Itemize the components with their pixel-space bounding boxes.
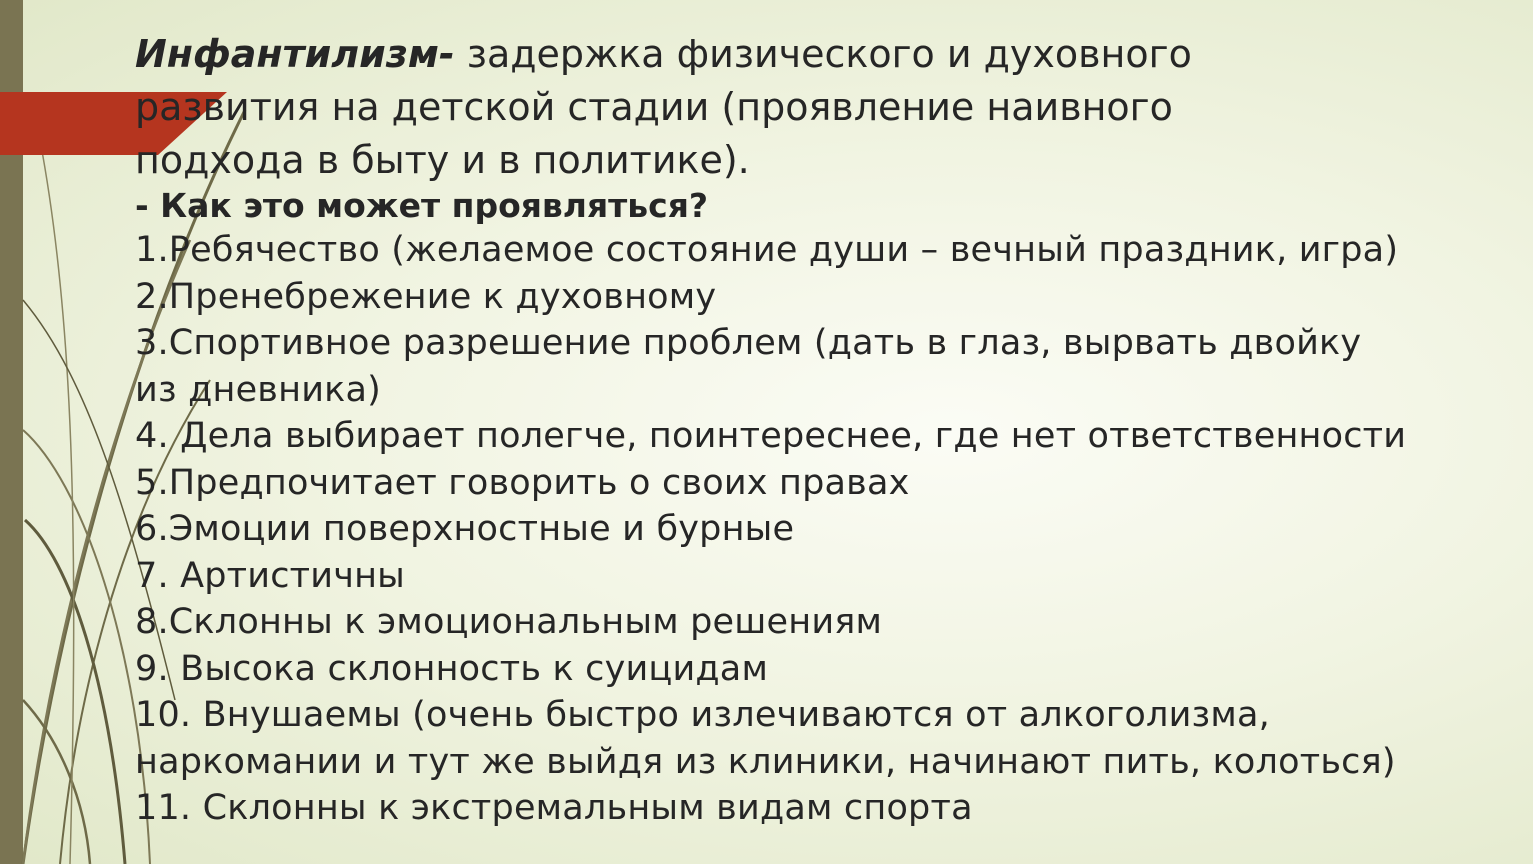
list-item: 3.Спортивное разрешение проблем (дать в глаз, вырвать двойку xyxy=(135,323,1362,363)
list-item: 5.Предпочитает говорить о своих правах xyxy=(135,462,910,503)
list-item: 11. Склонны к экстремальным видам спорта xyxy=(135,788,973,828)
list-item: 7. Артистичны xyxy=(135,555,405,596)
list-item: 6.Эмоции поверхностные и бурные xyxy=(135,509,795,549)
grass-blade xyxy=(23,430,150,864)
title-line: подхода в быту и в политике). xyxy=(135,138,750,182)
list-item: 2.Пренебрежение к духовному xyxy=(135,276,717,317)
slide-body xyxy=(135,28,1515,832)
list-item: 4. Дела выбирает полегче, поинтереснее, где нет ответственности xyxy=(135,416,1407,456)
list-item: 10. Внушаемы (очень быстро излечиваются от алкоголизма, xyxy=(135,695,1270,735)
list-item: наркомании и тут же выйдя из клиники, начинают пить, колоться) xyxy=(135,741,1396,782)
list-item: из дневника) xyxy=(135,369,381,410)
list-item: 9. Высока склонность к суицидам xyxy=(135,648,769,689)
list-item: 1.Ребячество (желаемое состояние души – вечный праздник, игра) xyxy=(135,230,1399,270)
grass-blade xyxy=(40,140,74,864)
grass-blade xyxy=(25,520,125,864)
title-definition: задержка физического и духовного xyxy=(454,32,1192,76)
list-item: 8.Склонны к эмоциональным решениям xyxy=(135,602,883,642)
title-line xyxy=(135,28,1515,81)
title-line: развития на детской стадии (проявление наивного xyxy=(135,85,1173,129)
title-term: Инфантилизм- xyxy=(135,32,455,76)
question-heading: - Как это может проявляться? xyxy=(135,186,709,225)
